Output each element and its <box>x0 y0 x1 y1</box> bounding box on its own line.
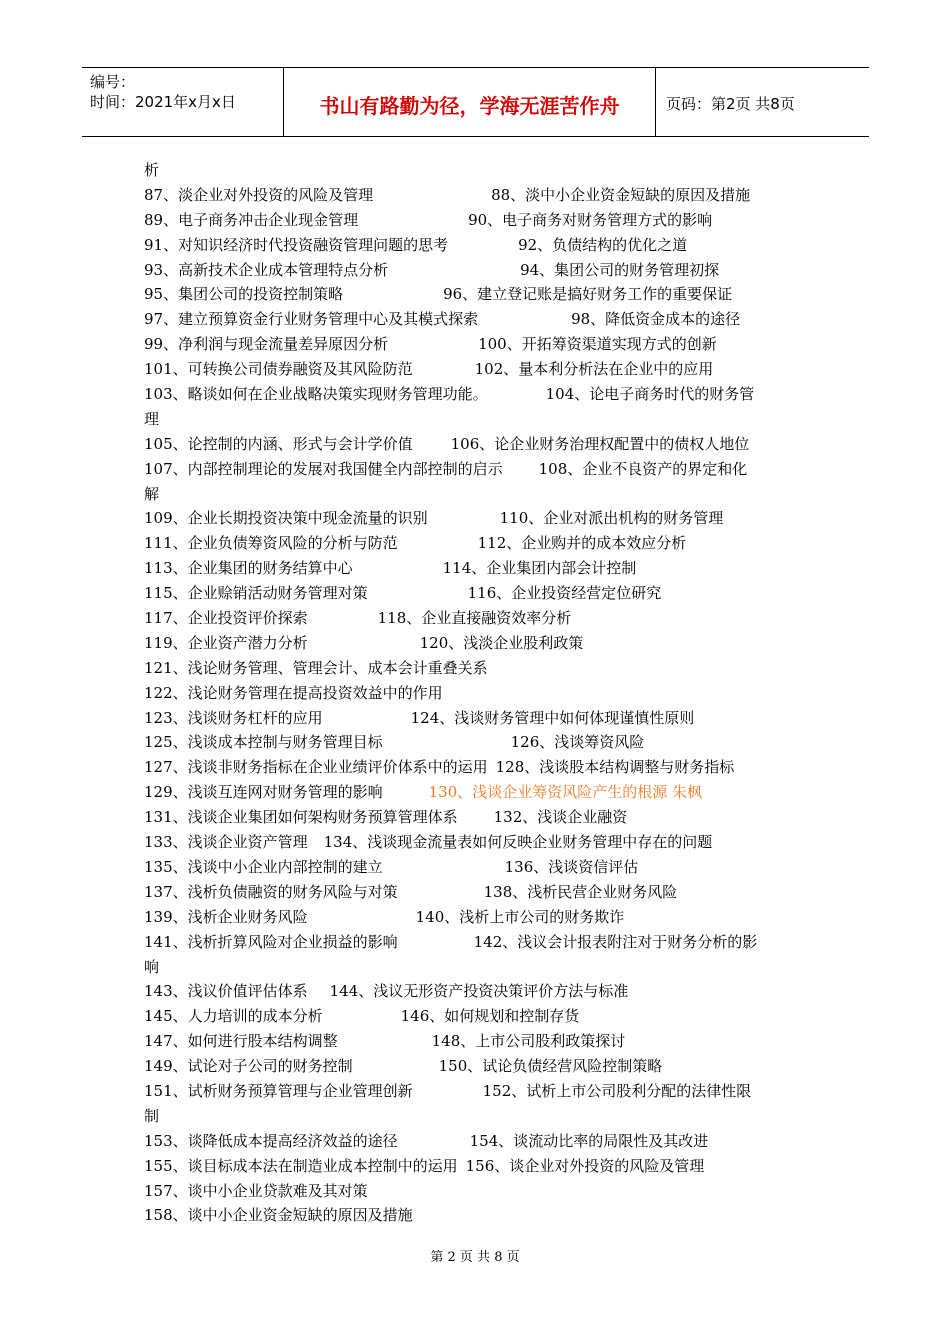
topic-right: 140、浅析上市公司的财务欺诈 <box>415 907 625 926</box>
list-item <box>144 1079 814 1104</box>
topic-left: 理 <box>144 409 160 428</box>
list-item <box>144 282 814 307</box>
topic-left: 122、浅论财务管理在提高投资效益中的作用 <box>144 683 443 702</box>
list-item <box>144 307 814 332</box>
topic-left: 153、谈降低成本提高经济效益的途径 <box>144 1131 398 1150</box>
topic-right: 98、降低资金成本的途径 <box>571 310 741 329</box>
list-item <box>144 979 814 1004</box>
list-item <box>144 1004 814 1029</box>
time-label: 时间：2021年x月x日 <box>90 93 236 111</box>
topic-left: 95、集团公司的投资控制策略 <box>144 285 344 304</box>
topic-right: 118、企业直接融资效率分析 <box>377 609 572 628</box>
topic-right: 94、集团公司的财务管理初探 <box>520 260 720 279</box>
serial-label: 编号： <box>90 73 136 91</box>
topic-left: 141、浅析折算风险对企业损益的影响 <box>144 932 398 951</box>
list-item <box>144 730 814 755</box>
topic-left: 91、对知识经济时代投资融资管理问题的思考 <box>144 235 449 254</box>
topic-left: 响 <box>144 957 160 976</box>
topic-left: 145、人力培训的成本分析 <box>144 1007 323 1026</box>
list-item <box>144 482 814 507</box>
list-item <box>144 706 814 731</box>
list-item <box>144 407 814 432</box>
topic-left: 117、企业投资评价探索 <box>144 609 308 628</box>
topic-left: 113、企业集团的财务结算中心 <box>144 559 353 578</box>
topic-left: 158、谈中小企业资金短缺的原因及措施 <box>144 1206 413 1225</box>
topic-right: 152、试析上市公司股利分配的法律性限 <box>482 1081 752 1100</box>
topic-right: 114、企业集团内部会计控制 <box>442 559 637 578</box>
topic-left: 129、浅谈互连网对财务管理的影响 <box>144 783 383 802</box>
header-motto: 书山有路勤为径，学海无涯苦作舟 <box>284 68 656 136</box>
topic-list <box>144 158 814 1228</box>
topic-right: 88、淡中小企业资金短缺的原因及措施 <box>491 185 751 204</box>
topic-right: 156、谈企业对外投资的风险及管理 <box>465 1156 705 1175</box>
list-item <box>144 258 814 283</box>
list-item <box>144 955 814 980</box>
list-item <box>144 1054 814 1079</box>
topic-right: 154、谈流动比率的局限性及其改进 <box>469 1131 709 1150</box>
topic-left: 155、谈目标成本法在制造业成本控制中的运用 <box>144 1156 458 1175</box>
list-item <box>144 755 814 780</box>
topic-right: 92、负债结构的优化之道 <box>518 235 688 254</box>
topic-right: 136、浅谈资信评估 <box>504 857 639 876</box>
list-item <box>144 780 814 805</box>
list-item <box>144 531 814 556</box>
topic-right: 128、浅谈股本结构调整与财务指标 <box>495 758 735 777</box>
topic-right: 106、论企业财务治理权配置中的债权人地位 <box>450 434 750 453</box>
header-meta <box>82 68 284 136</box>
list-item <box>144 432 814 457</box>
list-item <box>144 1029 814 1054</box>
list-item <box>144 606 814 631</box>
list-item <box>144 805 814 830</box>
topic-right: 112、企业购并的成本效应分析 <box>477 534 687 553</box>
list-item <box>144 681 814 706</box>
topic-left: 127、浅谈非财务指标在企业业绩评价体系中的运用 <box>144 758 488 777</box>
topic-left: 109、企业长期投资决策中现金流量的识别 <box>144 509 428 528</box>
topic-right: 142、浅议会计报表附注对于财务分析的影 <box>473 932 758 951</box>
topic-left: 133、浅谈企业资产管理 <box>144 833 308 852</box>
topic-right: 150、试论负债经营风险控制策略 <box>438 1057 663 1076</box>
topic-left: 115、企业赊销活动财务管理对策 <box>144 584 368 603</box>
topic-left: 87、淡企业对外投资的风险及管理 <box>144 185 374 204</box>
header-page-info: 页码：第2页 共8页 <box>666 94 795 113</box>
topic-right: 134、浅谈现金流量表如何反映企业财务管理中存在的问题 <box>323 833 713 852</box>
list-item <box>144 556 814 581</box>
list-item <box>144 855 814 880</box>
topic-right: 102、量本利分析法在企业中的应用 <box>474 360 714 379</box>
list-item <box>144 656 814 681</box>
topic-left: 119、企业资产潜力分析 <box>144 633 308 652</box>
topic-right: 90、电子商务对财务管理方式的影响 <box>468 210 713 229</box>
list-item <box>144 905 814 930</box>
list-item <box>144 1203 814 1228</box>
topic-left: 157、谈中小企业贷款难及其对策 <box>144 1181 368 1200</box>
topic-right: 100、开拓筹资渠道实现方式的创新 <box>478 335 717 354</box>
list-item <box>144 930 814 955</box>
list-item <box>144 382 814 407</box>
topic-right: 120、浅淡企业股利政策 <box>419 633 584 652</box>
topic-left: 制 <box>144 1106 160 1125</box>
topic-right: 138、浅析民营企业财务风险 <box>483 882 678 901</box>
topic-left: 111、企业负债筹资风险的分析与防范 <box>144 534 398 553</box>
list-item <box>144 506 814 531</box>
topic-left: 99、净利润与现金流量差异原因分析 <box>144 335 389 354</box>
topic-left: 解 <box>144 484 160 503</box>
list-item <box>144 1104 814 1129</box>
list-item <box>144 581 814 606</box>
list-item <box>144 208 814 233</box>
list-item <box>144 233 814 258</box>
list-item <box>144 457 814 482</box>
topic-left: 139、浅析企业财务风险 <box>144 907 308 926</box>
topic-right: 126、浅谈筹资风险 <box>510 733 645 752</box>
topic-left: 97、建立预算资金行业财务管理中心及其模式探索 <box>144 310 479 329</box>
list-item <box>144 1179 814 1204</box>
list-item <box>144 1129 814 1154</box>
topic-left: 107、内部控制理论的发展对我国健全内部控制的启示 <box>144 459 503 478</box>
topic-left: 143、浅议价值评估体系 <box>144 982 308 1001</box>
topic-left: 89、电子商务冲击企业现金管理 <box>144 210 359 229</box>
list-item <box>144 357 814 382</box>
topic-left: 101、可转换公司债券融资及其风险防范 <box>144 360 413 379</box>
topic-right: 116、企业投资经营定位研究 <box>467 584 662 603</box>
topic-right: 108、企业不良资产的界定和化 <box>538 459 748 478</box>
list-item <box>144 631 814 656</box>
topic-left: 149、试论对子公司的财务控制 <box>144 1057 353 1076</box>
topic-right: 146、如何规划和控制存货 <box>400 1007 580 1026</box>
topic-left: 123、浅谈财务杠杆的应用 <box>144 708 323 727</box>
page-footer: 第 2 页 共 8 页 <box>430 1250 520 1265</box>
topic-left: 135、浅谈中小企业内部控制的建立 <box>144 857 383 876</box>
topic-left: 131、浅谈企业集团如何架构财务预算管理体系 <box>144 808 458 827</box>
list-item <box>144 830 814 855</box>
topic-right: 148、上市公司股利政策探讨 <box>431 1032 626 1051</box>
list-item <box>144 332 814 357</box>
topic-left: 93、高新技术企业成本管理特点分析 <box>144 260 389 279</box>
topic-left: 103、略谈如何在企业战略决策实现财务管理功能。 <box>144 385 488 404</box>
topic-left: 析 <box>144 161 160 179</box>
topic-left: 137、浅析负债融资的财务风险与对策 <box>144 882 398 901</box>
topic-right: 96、建立登记账是搞好财务工作的重要保证 <box>443 285 733 304</box>
list-item <box>144 158 814 183</box>
topic-right: 124、浅谈财务管理中如何体现谨慎性原则 <box>410 708 695 727</box>
topic-right: 130、浅谈企业筹资风险产生的根源 朱枫 <box>428 783 703 802</box>
topic-right: 110、企业对派出机构的财务管理 <box>499 509 724 528</box>
topic-right: 104、论电子商务时代的财务管 <box>545 385 755 404</box>
list-item <box>144 1154 814 1179</box>
list-item <box>144 880 814 905</box>
topic-right: 144、浅议无形资产投资决策评价方法与标准 <box>329 982 629 1001</box>
list-item <box>144 183 814 208</box>
topic-right: 132、浅谈企业融资 <box>493 808 628 827</box>
topic-left: 125、浅谈成本控制与财务管理目标 <box>144 733 383 752</box>
page-header <box>82 67 869 137</box>
topic-left: 105、论控制的内涵、形式与会计学价值 <box>144 434 413 453</box>
topic-left: 147、如何进行股本结构调整 <box>144 1032 338 1051</box>
topic-left: 121、浅论财务管理、管理会计、成本会计重叠关系 <box>144 658 488 677</box>
topic-left: 151、试析财务预算管理与企业管理创新 <box>144 1081 413 1100</box>
